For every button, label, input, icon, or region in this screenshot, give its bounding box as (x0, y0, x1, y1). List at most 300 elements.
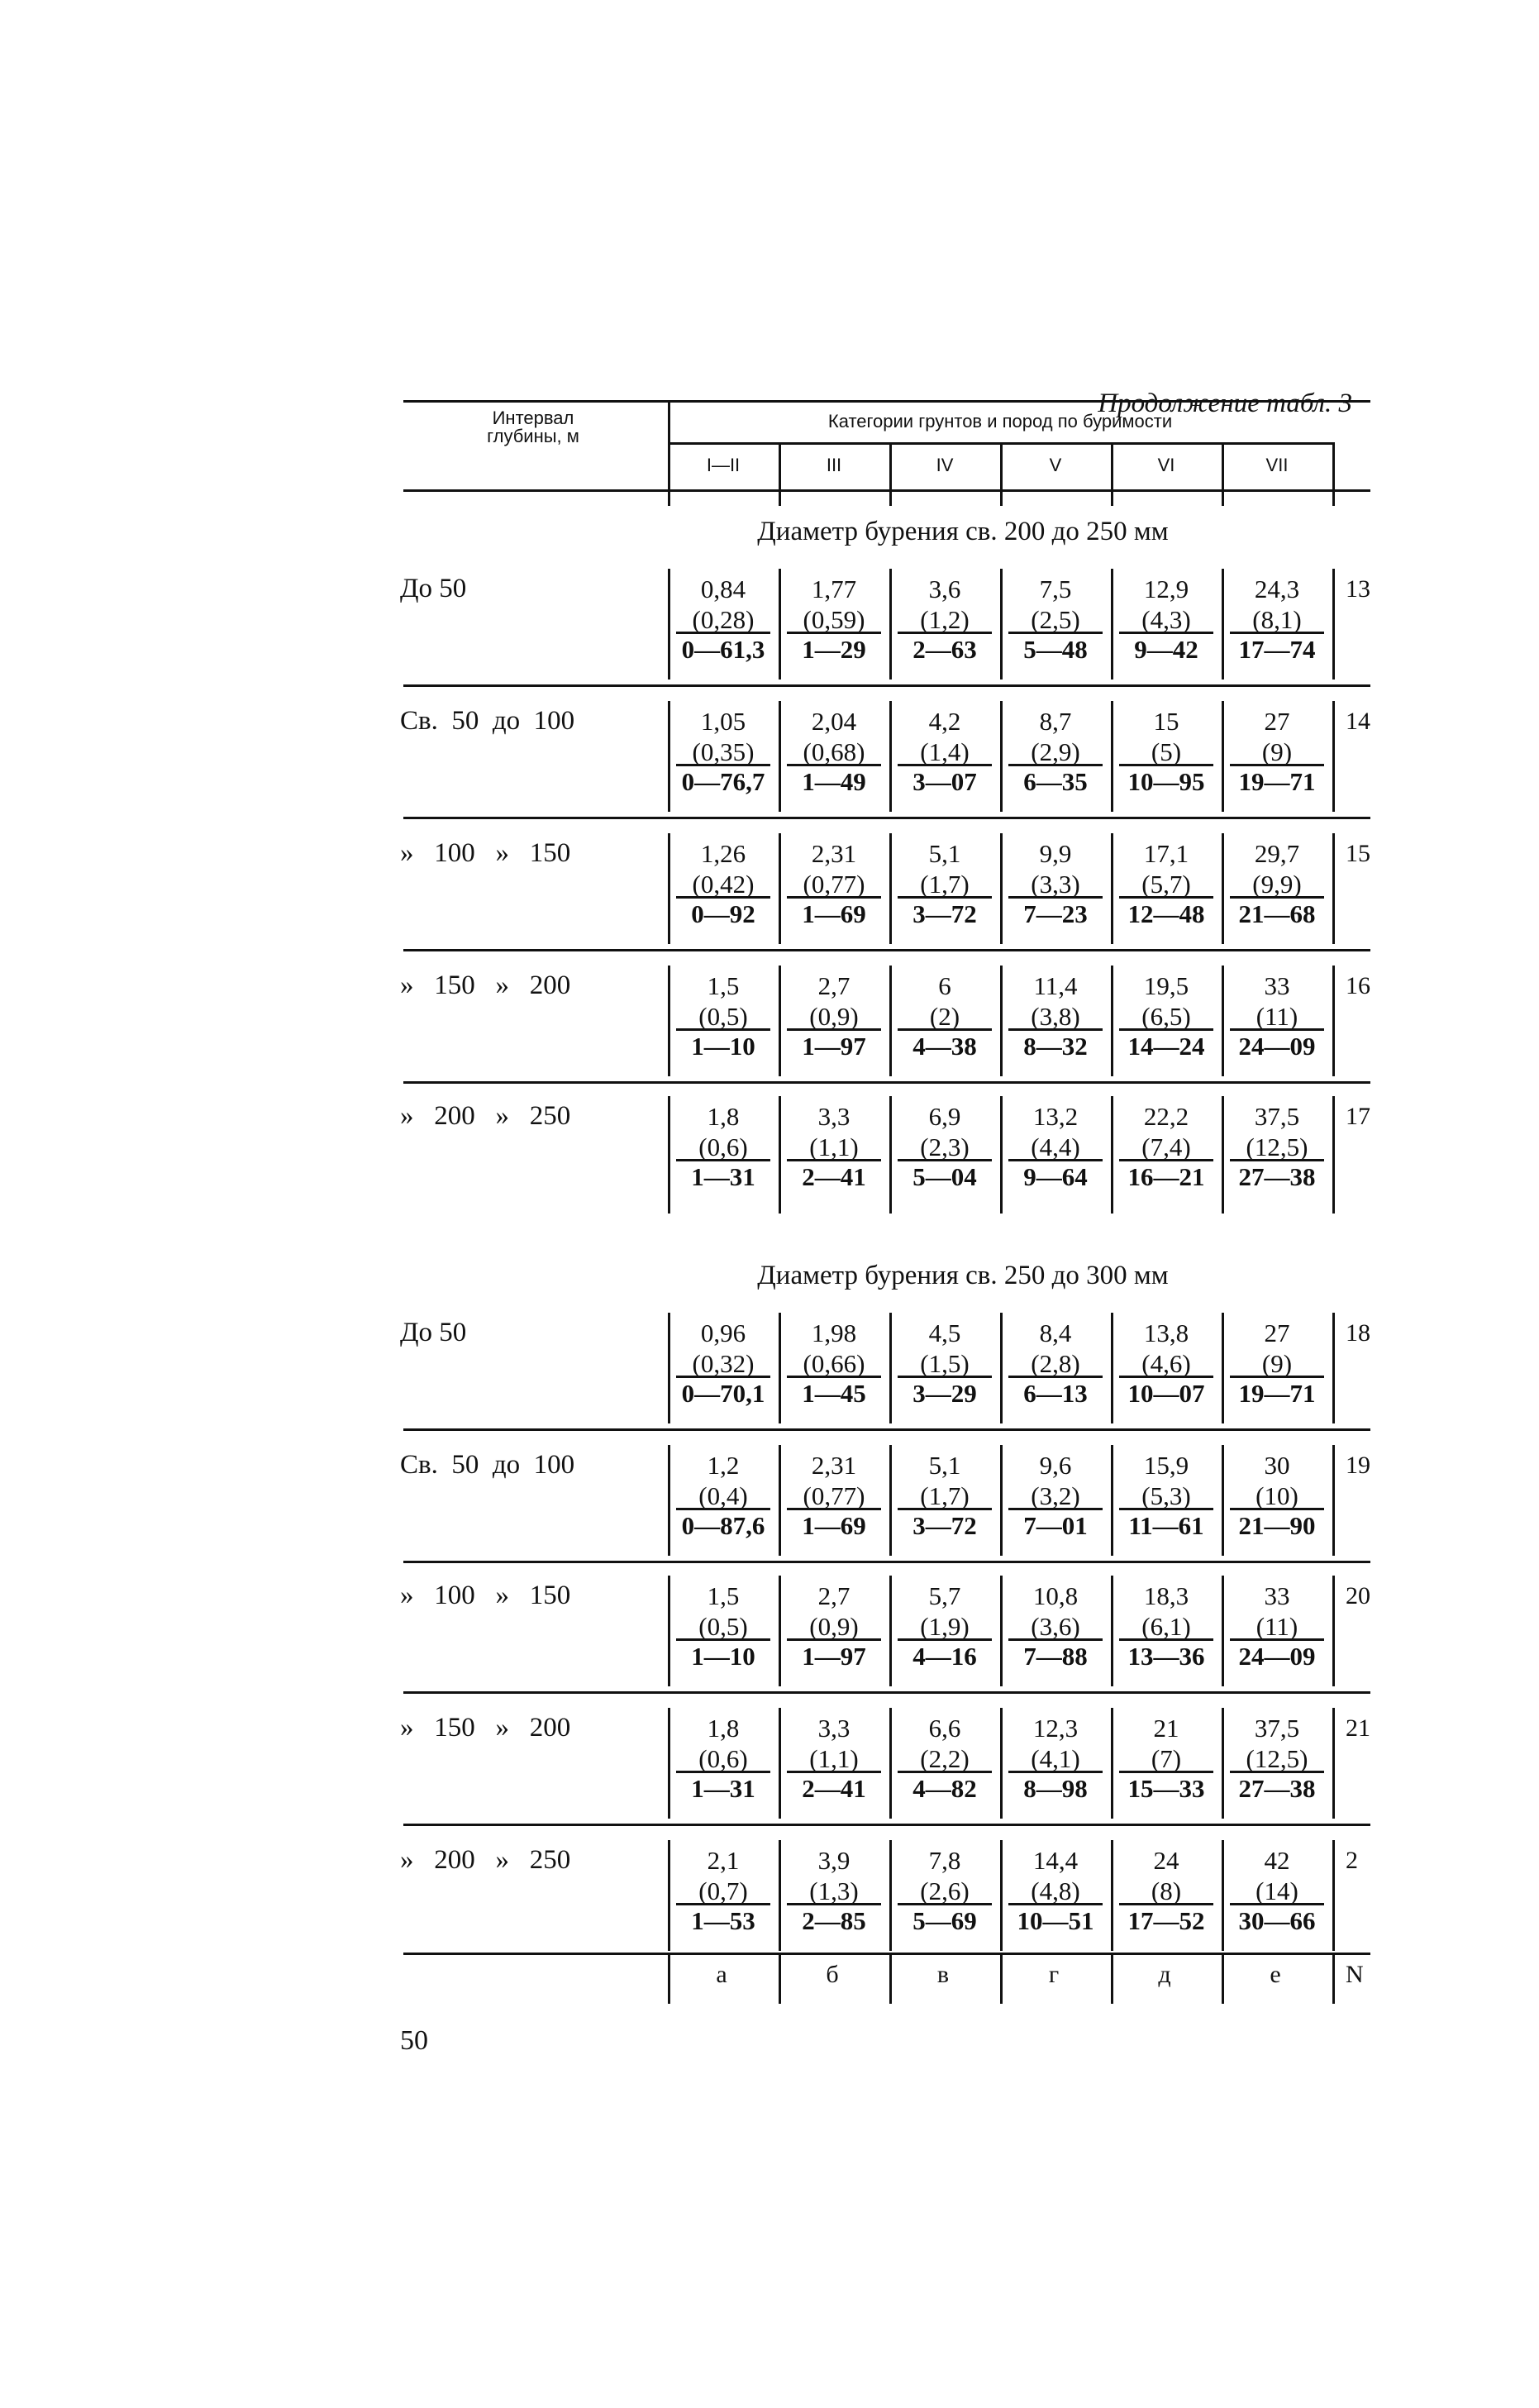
table-cell (1113, 1450, 1220, 1541)
depth-interval-label: До 50 (400, 574, 467, 603)
row-separator (403, 1081, 1370, 1084)
category-header-5: VI (1157, 455, 1175, 475)
cell-value: 3,9 (817, 1846, 850, 1875)
category-header: Категории грунтов и пород по буримости (827, 411, 1173, 432)
cell-value: 2,04 (811, 707, 857, 736)
cell-range: 1—53 (691, 1906, 755, 1935)
cell-range: 1—45 (802, 1379, 866, 1408)
table-cell (1113, 574, 1220, 665)
cell-value: 15 (1153, 707, 1179, 736)
cell-range: 9—64 (1023, 1162, 1088, 1191)
cell-range: 1—31 (691, 1162, 755, 1191)
cell-secondary-value: (0,28) (676, 604, 770, 634)
table-cell (669, 1318, 777, 1409)
cell-secondary-value: (10) (1230, 1481, 1324, 1510)
table-cell (1223, 574, 1331, 665)
cell-secondary-value: (1,7) (898, 1481, 992, 1510)
table-cell (891, 706, 998, 797)
table-cell (1113, 1581, 1220, 1671)
cell-secondary-value: (1,4) (898, 737, 992, 766)
cell-range: 24—09 (1238, 1642, 1316, 1671)
header-top-rule (403, 400, 1370, 403)
cell-range: 11—61 (1128, 1511, 1204, 1540)
column-divider (1332, 701, 1335, 812)
cell-secondary-value: (4,3) (1119, 604, 1213, 634)
row-separator (403, 949, 1370, 951)
cell-range: 1—10 (691, 1032, 755, 1061)
truncated-column-value: 20 (1346, 1582, 1370, 1609)
cell-range: 6—35 (1023, 767, 1088, 796)
truncated-column-value: 16 (1346, 972, 1370, 999)
cell-secondary-value: (7) (1119, 1743, 1213, 1773)
cell-value: 1,8 (707, 1102, 740, 1131)
cell-secondary-value: (0,7) (676, 1876, 770, 1905)
row-separator (403, 1428, 1370, 1431)
table-cell (1002, 1845, 1109, 1936)
cell-value: 24 (1153, 1846, 1179, 1875)
table-cell (1223, 1450, 1331, 1541)
cell-range: 5—04 (912, 1162, 977, 1191)
column-divider (1332, 1096, 1335, 1214)
cell-value: 6 (938, 971, 951, 1000)
depth-interval-label: » 200 » 250 (400, 1101, 571, 1131)
table-caption: Продолжение табл. 3 (1098, 389, 1352, 418)
cell-secondary-value: (0,4) (676, 1481, 770, 1510)
table-cell (780, 970, 888, 1061)
cell-secondary-value: (0,6) (676, 1743, 770, 1773)
section-title-2: Диаметр бурения св. 250 до 300 мм (757, 1261, 1169, 1290)
cell-value: 2,1 (707, 1846, 740, 1875)
cell-value: 8,4 (1039, 1318, 1072, 1347)
table-cell (891, 574, 998, 665)
cell-secondary-value: (0,5) (676, 1611, 770, 1641)
cell-secondary-value: (4,6) (1119, 1348, 1213, 1378)
table-cell (1002, 970, 1109, 1061)
table-cell (1002, 1581, 1109, 1671)
table-cell (669, 1713, 777, 1804)
cell-value: 3,6 (928, 575, 961, 603)
cell-secondary-value: (0,6) (676, 1132, 770, 1161)
table-cell (780, 1713, 888, 1804)
table-cell (669, 838, 777, 929)
depth-interval-header: Интервал глубины, м (487, 408, 579, 446)
table-cell (669, 1581, 777, 1671)
table-cell (1113, 1713, 1220, 1804)
cell-value: 2,7 (817, 1581, 850, 1610)
cell-range: 17—52 (1127, 1906, 1205, 1935)
cell-secondary-value: (2,5) (1008, 604, 1103, 634)
table-cell (669, 970, 777, 1061)
column-letter-6: е (1270, 1961, 1281, 1988)
column-letter-1: а (716, 1961, 727, 1988)
cell-value: 12,9 (1143, 575, 1189, 603)
cell-value: 5,1 (928, 1451, 961, 1480)
depth-interval-label: » 150 » 200 (400, 1713, 571, 1743)
cell-range: 9—42 (1134, 635, 1198, 664)
table-cell (1002, 1318, 1109, 1409)
cell-secondary-value: (0,42) (676, 869, 770, 899)
cell-secondary-value: (9,9) (1230, 869, 1324, 899)
cell-range: 4—82 (912, 1774, 977, 1803)
truncated-column-value: 14 (1346, 708, 1370, 735)
cell-value: 8,7 (1039, 707, 1072, 736)
cell-secondary-value: (11) (1230, 1611, 1324, 1641)
table-cell (891, 1845, 998, 1936)
table-cell (780, 1450, 888, 1541)
cell-value: 6,9 (928, 1102, 961, 1131)
cell-secondary-value: (11) (1230, 1001, 1324, 1031)
cell-value: 12,3 (1032, 1714, 1079, 1743)
cell-range: 21—90 (1238, 1511, 1316, 1540)
cell-value: 9,9 (1039, 839, 1072, 868)
table-cell (1113, 1318, 1220, 1409)
cell-range: 17—74 (1238, 635, 1316, 664)
cell-secondary-value: (1,1) (787, 1743, 881, 1773)
cell-value: 1,26 (700, 839, 746, 868)
table-cell (1113, 970, 1220, 1061)
depth-interval-label: » 100 » 150 (400, 1581, 571, 1610)
cell-range: 10—95 (1127, 767, 1205, 796)
table-cell (891, 1713, 998, 1804)
cell-secondary-value: (1,5) (898, 1348, 992, 1378)
truncated-column-value: 2 (1346, 1847, 1358, 1874)
table-cell (1113, 838, 1220, 929)
cell-range: 0—61,3 (681, 635, 765, 664)
cell-value: 3,3 (817, 1102, 850, 1131)
column-divider (1332, 833, 1335, 944)
cell-secondary-value: (5,7) (1119, 869, 1213, 899)
cell-range: 3—29 (912, 1379, 977, 1408)
depth-interval-label: До 50 (400, 1318, 467, 1347)
table-cell (780, 1581, 888, 1671)
row-separator (403, 1561, 1370, 1563)
cell-range: 6—13 (1023, 1379, 1088, 1408)
cell-range: 4—38 (912, 1032, 977, 1061)
cell-range: 13—36 (1127, 1642, 1205, 1671)
cell-range: 0—70,1 (681, 1379, 765, 1408)
cell-range: 10—51 (1017, 1906, 1094, 1935)
cell-secondary-value: (0,66) (787, 1348, 881, 1378)
category-header-2: III (826, 455, 842, 475)
cell-range: 19—71 (1238, 767, 1316, 796)
cell-value: 21 (1153, 1714, 1179, 1743)
cell-range: 1—29 (802, 635, 866, 664)
cell-value: 2,31 (811, 1451, 857, 1480)
cell-secondary-value: (8,1) (1230, 604, 1324, 634)
column-divider (1332, 569, 1335, 679)
table-cell (669, 706, 777, 797)
table-cell (1002, 838, 1109, 929)
cell-range: 1—31 (691, 1774, 755, 1803)
truncated-column-value: 13 (1346, 575, 1370, 603)
cell-range: 1—97 (802, 1642, 866, 1671)
table-cell (1223, 1101, 1331, 1192)
cell-secondary-value: (0,77) (787, 869, 881, 899)
cell-secondary-value: (1,1) (787, 1132, 881, 1161)
column-divider (1332, 1313, 1335, 1423)
table-cell (780, 1318, 888, 1409)
depth-interval-label: Св. 50 до 100 (400, 706, 575, 736)
table-cell (1223, 970, 1331, 1061)
cell-value: 14,4 (1032, 1846, 1079, 1875)
letters-top-rule (403, 1953, 1370, 1955)
cell-range: 3—72 (912, 1511, 977, 1540)
header-col-divider (1332, 442, 1335, 506)
cell-range: 8—32 (1023, 1032, 1088, 1061)
cell-secondary-value: (0,35) (676, 737, 770, 766)
cell-secondary-value: (1,3) (787, 1876, 881, 1905)
cell-value: 11,4 (1033, 971, 1078, 1000)
truncated-column-value: 15 (1346, 840, 1370, 867)
cell-value: 30 (1264, 1451, 1290, 1480)
table-cell (1223, 838, 1331, 929)
cell-secondary-value: (0,9) (787, 1611, 881, 1641)
cell-secondary-value: (3,8) (1008, 1001, 1103, 1031)
cell-secondary-value: (9) (1230, 1348, 1324, 1378)
table-cell (1223, 1581, 1331, 1671)
cell-secondary-value: (0,32) (676, 1348, 770, 1378)
table-cell (891, 1450, 998, 1541)
cell-value: 18,3 (1143, 1581, 1189, 1610)
cell-value: 5,1 (928, 839, 961, 868)
column-letter-4: г (1048, 1961, 1060, 1988)
table-cell (1002, 1450, 1109, 1541)
cell-range: 24—09 (1238, 1032, 1316, 1061)
table-cell (891, 1318, 998, 1409)
cell-range: 14—24 (1127, 1032, 1205, 1061)
cell-secondary-value: (3,6) (1008, 1611, 1103, 1641)
cell-secondary-value: (1,2) (898, 604, 992, 634)
cell-range: 2—41 (802, 1162, 866, 1191)
cell-range: 0—76,7 (681, 767, 765, 796)
cell-range: 15—33 (1127, 1774, 1205, 1803)
cell-value: 5,7 (928, 1581, 961, 1610)
column-divider (1332, 966, 1335, 1076)
table-cell (669, 1101, 777, 1192)
cell-range: 2—85 (802, 1906, 866, 1935)
table-cell (669, 574, 777, 665)
cell-value: 37,5 (1254, 1102, 1300, 1131)
cell-range: 21—68 (1238, 899, 1316, 928)
table-cell (1113, 1101, 1220, 1192)
column-divider (1332, 1445, 1335, 1556)
cell-range: 12—48 (1127, 899, 1205, 928)
cell-range: 30—66 (1238, 1906, 1316, 1935)
cell-secondary-value: (14) (1230, 1876, 1324, 1905)
cell-value: 22,2 (1143, 1102, 1189, 1131)
cell-secondary-value: (9) (1230, 737, 1324, 766)
cell-secondary-value: (7,4) (1119, 1132, 1213, 1161)
cell-secondary-value: (12,5) (1230, 1743, 1324, 1773)
table-cell (1223, 706, 1331, 797)
cell-range: 3—07 (912, 767, 977, 796)
cell-secondary-value: (2,2) (898, 1743, 992, 1773)
cell-value: 19,5 (1143, 971, 1189, 1000)
cell-range: 1—97 (802, 1032, 866, 1061)
cell-value: 1,98 (811, 1318, 857, 1347)
cell-secondary-value: (3,3) (1008, 869, 1103, 899)
cell-value: 10,8 (1032, 1581, 1079, 1610)
cell-range: 2—41 (802, 1774, 866, 1803)
row-separator (403, 817, 1370, 819)
cell-secondary-value: (2,8) (1008, 1348, 1103, 1378)
category-header-3: IV (936, 455, 954, 475)
truncated-column-value: 17 (1346, 1103, 1370, 1130)
cell-range: 2—63 (912, 635, 977, 664)
cell-secondary-value: (5) (1119, 737, 1213, 766)
cell-secondary-value: (0,77) (787, 1481, 881, 1510)
cell-secondary-value: (4,4) (1008, 1132, 1103, 1161)
cell-value: 1,5 (707, 971, 740, 1000)
table-cell (891, 1581, 998, 1671)
column-letter-3: в (936, 1961, 950, 1988)
truncated-column-value: 21 (1346, 1714, 1370, 1742)
cell-range: 27—38 (1238, 1774, 1316, 1803)
table-cell (1223, 1318, 1331, 1409)
cell-range: 1—10 (691, 1642, 755, 1671)
cell-value: 7,5 (1039, 575, 1072, 603)
cell-value: 1,2 (707, 1451, 740, 1480)
cell-secondary-value: (4,1) (1008, 1743, 1103, 1773)
column-letter-5: д (1158, 1961, 1171, 1988)
cell-secondary-value: (1,9) (898, 1611, 992, 1641)
cell-secondary-value: (1,7) (898, 869, 992, 899)
cell-secondary-value: (8) (1119, 1876, 1213, 1905)
cell-secondary-value: (4,8) (1008, 1876, 1103, 1905)
cell-value: 33 (1264, 971, 1290, 1000)
cell-secondary-value: (2,3) (898, 1132, 992, 1161)
cell-value: 42 (1264, 1846, 1290, 1875)
cell-range: 7—01 (1023, 1511, 1088, 1540)
cell-value: 17,1 (1143, 839, 1189, 868)
cell-range: 27—38 (1238, 1162, 1316, 1191)
table-cell (891, 1101, 998, 1192)
cell-value: 2,31 (811, 839, 857, 868)
cell-range: 5—69 (912, 1906, 977, 1935)
column-divider (1332, 1576, 1335, 1686)
page-number: 50 (400, 2025, 428, 2056)
cell-range: 8—98 (1023, 1774, 1088, 1803)
cell-range: 10—07 (1127, 1379, 1205, 1408)
table-cell (891, 838, 998, 929)
cell-range: 16—21 (1127, 1162, 1205, 1191)
cell-value: 4,2 (928, 707, 961, 736)
cell-value: 29,7 (1254, 839, 1300, 868)
table-cell (780, 1101, 888, 1192)
cell-value: 24,3 (1254, 575, 1300, 603)
cell-secondary-value: (3,2) (1008, 1481, 1103, 1510)
cell-range: 1—49 (802, 767, 866, 796)
table-cell (780, 838, 888, 929)
truncated-column-letter: N (1346, 1961, 1364, 1988)
cell-range: 3—72 (912, 899, 977, 928)
cell-range: 7—23 (1023, 899, 1088, 928)
cell-secondary-value: (6,5) (1119, 1001, 1213, 1031)
cell-value: 15,9 (1143, 1451, 1189, 1480)
category-header-1: I—II (706, 455, 741, 475)
row-separator (403, 684, 1370, 687)
cell-secondary-value: (2) (898, 1001, 992, 1031)
table-cell (1002, 1101, 1109, 1192)
table-cell (1002, 706, 1109, 797)
cell-value: 3,3 (817, 1714, 850, 1743)
cell-range: 19—71 (1238, 1379, 1316, 1408)
header-divider (668, 400, 670, 506)
cell-value: 1,5 (707, 1581, 740, 1610)
row-separator (403, 1691, 1370, 1694)
cell-range: 7—88 (1023, 1642, 1088, 1671)
category-header-4: V (1049, 455, 1062, 475)
letters-col-divider (1332, 1953, 1335, 2004)
table-cell (780, 1845, 888, 1936)
cell-range: 1—69 (802, 1511, 866, 1540)
cell-value: 13,2 (1032, 1102, 1079, 1131)
cell-secondary-value: (0,68) (787, 737, 881, 766)
column-letter-2: б (826, 1961, 839, 1988)
table-cell (1223, 1845, 1331, 1936)
depth-interval-label: » 200 » 250 (400, 1845, 571, 1875)
cell-secondary-value: (6,1) (1119, 1611, 1213, 1641)
table-cell (780, 574, 888, 665)
cell-range: 4—16 (912, 1642, 977, 1671)
cell-value: 0,84 (700, 575, 746, 603)
truncated-column-value: 18 (1346, 1319, 1370, 1347)
cell-secondary-value: (2,6) (898, 1876, 992, 1905)
truncated-column-value: 19 (1346, 1452, 1370, 1479)
cell-value: 1,05 (700, 707, 746, 736)
table-cell (1002, 1713, 1109, 1804)
depth-interval-label: » 100 » 150 (400, 838, 571, 868)
cell-secondary-value: (0,9) (787, 1001, 881, 1031)
cell-value: 37,5 (1254, 1714, 1300, 1743)
table-cell (1002, 574, 1109, 665)
cell-value: 6,6 (928, 1714, 961, 1743)
cell-range: 0—87,6 (681, 1511, 765, 1540)
cell-value: 4,5 (928, 1318, 961, 1347)
table-cell (1223, 1713, 1331, 1804)
table-cell (1113, 1845, 1220, 1936)
cell-value: 27 (1264, 1318, 1290, 1347)
cell-value: 2,7 (817, 971, 850, 1000)
cell-range: 5—48 (1023, 635, 1088, 664)
header-bottom-rule (403, 489, 1370, 492)
row-separator (403, 1824, 1370, 1826)
depth-interval-label: » 150 » 200 (400, 970, 571, 1000)
cell-range: 1—69 (802, 899, 866, 928)
depth-interval-label: Св. 50 до 100 (400, 1450, 575, 1480)
table-cell (669, 1450, 777, 1541)
cell-secondary-value: (0,5) (676, 1001, 770, 1031)
cell-value: 1,77 (811, 575, 857, 603)
cell-value: 13,8 (1143, 1318, 1189, 1347)
table-cell (780, 706, 888, 797)
category-header-6: VII (1265, 455, 1289, 475)
table-cell (891, 970, 998, 1061)
cell-secondary-value: (0,59) (787, 604, 881, 634)
column-divider (1332, 1708, 1335, 1819)
section-title-1: Диаметр бурения св. 200 до 250 мм (757, 517, 1169, 546)
cell-value: 27 (1264, 707, 1290, 736)
cell-secondary-value: (12,5) (1230, 1132, 1324, 1161)
column-divider (1332, 1840, 1335, 1951)
cell-value: 33 (1264, 1581, 1290, 1610)
cell-value: 0,96 (700, 1318, 746, 1347)
cell-value: 7,8 (928, 1846, 961, 1875)
cell-secondary-value: (5,3) (1119, 1481, 1213, 1510)
cell-value: 9,6 (1039, 1451, 1072, 1480)
cell-range: 0—92 (691, 899, 755, 928)
table-cell (1113, 706, 1220, 797)
